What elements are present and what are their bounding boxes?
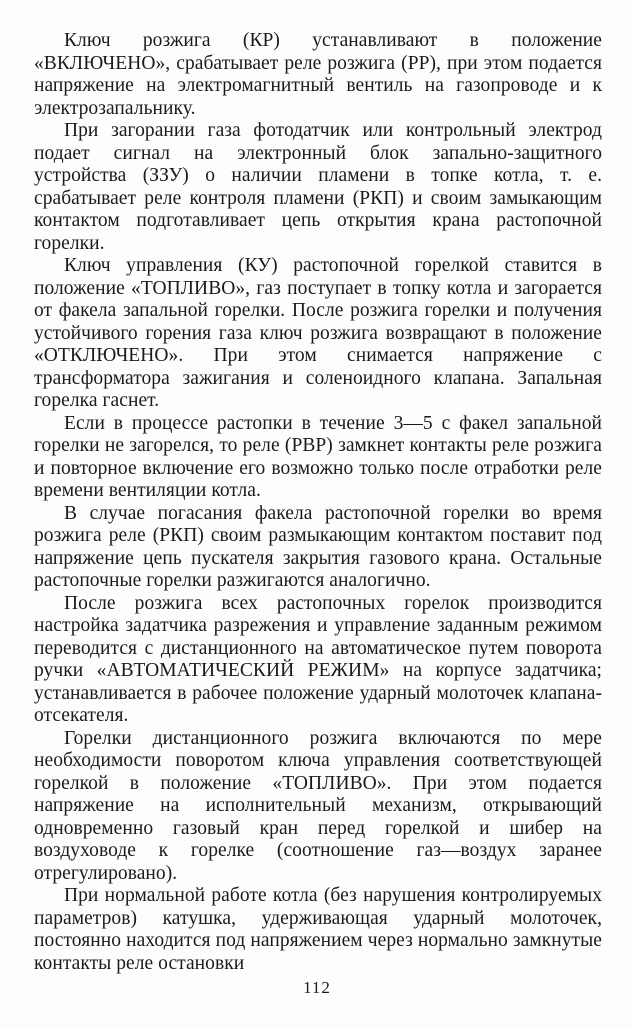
body-text (34, 30, 602, 975)
paragraph-normal-operation: При нормальной работе котла (без нарушения контролируемых параметров) катушка, удерживающая ударный молоточек, постоянно находится под напряжением через нормально замкнутые контакты реле остановки (34, 885, 602, 974)
paragraph-ignition-key: Ключ розжига (КР) устанавливают в положение «ВКЛЮЧЕНО», срабатывает реле розжига (РР), при этом подается напряжение на электромагнитный вентиль на газопроводе и к электрозапальнику. (34, 30, 602, 119)
paragraph-control-key: Ключ управления (КУ) растопочной горелкой ставится в положение «ТОПЛИВО», газ поступает в топку котла и загорается от факела запальной горелки. После розжига горелки и получения устойчивого горения газа ключ розжига возвращают в положение «ОТКЛЮЧЕНО». При этом снимается напряжение с трансформатора зажигания и соленоидного клапана. Запальная горелка гаснет. (34, 255, 602, 411)
page-number: 112 (303, 978, 331, 997)
paragraph-flame-loss: В случае погасания факела растопочной горелки во время розжига реле (РКП) своим размыкающим контактом поставит под напряжение цепь пускателя закрытия газового крана. Остальные растопочные горелки разжигаются аналогично. (34, 502, 602, 591)
paragraph-remote-burners: Горелки дистанционного розжига включаются по мере необходимости поворотом ключа управления соответствующей горелкой в положение «ТОПЛИВО». При этом подается напряжение на исполнительный механизм, открывающий одновременно газовый кран перед горелкой и шибер на воздуховоде к горелке (соотношение газ—воздух заранее отрегулировано). (34, 727, 602, 884)
paragraph-automatic-mode: После розжига всех растопочных горелок производится настройка задатчика разрежения и управление заданным режимом переводится с дистанционного на автоматическое путем поворота ручки «АВТОМАТИЧЕСКИЙ РЕЖИМ» на корпусе задатчика; устанавливается в рабочее положение ударный молоточек клапана-отсекателя. (34, 592, 602, 726)
paragraph-flame-detection: При загорании газа фотодатчик или контрольный электрод подает сигнал на электронный блок запально-защитного устройства (ЗЗУ) о наличии пламени в топке котла, т. е. срабатывает реле контроля пламени (РКП) и своим замыкающим контактом подготавливает цепь открытия крана растопочной горелки. (34, 120, 602, 254)
paragraph-ignition-failure: Если в процессе растопки в течение 3—5 с факел запальной горелки не загорелся, то реле (РВР) замкнет контакты реле розжига и повторное включение его возможно только после отработки реле времени вентиляции котла. (34, 412, 602, 501)
